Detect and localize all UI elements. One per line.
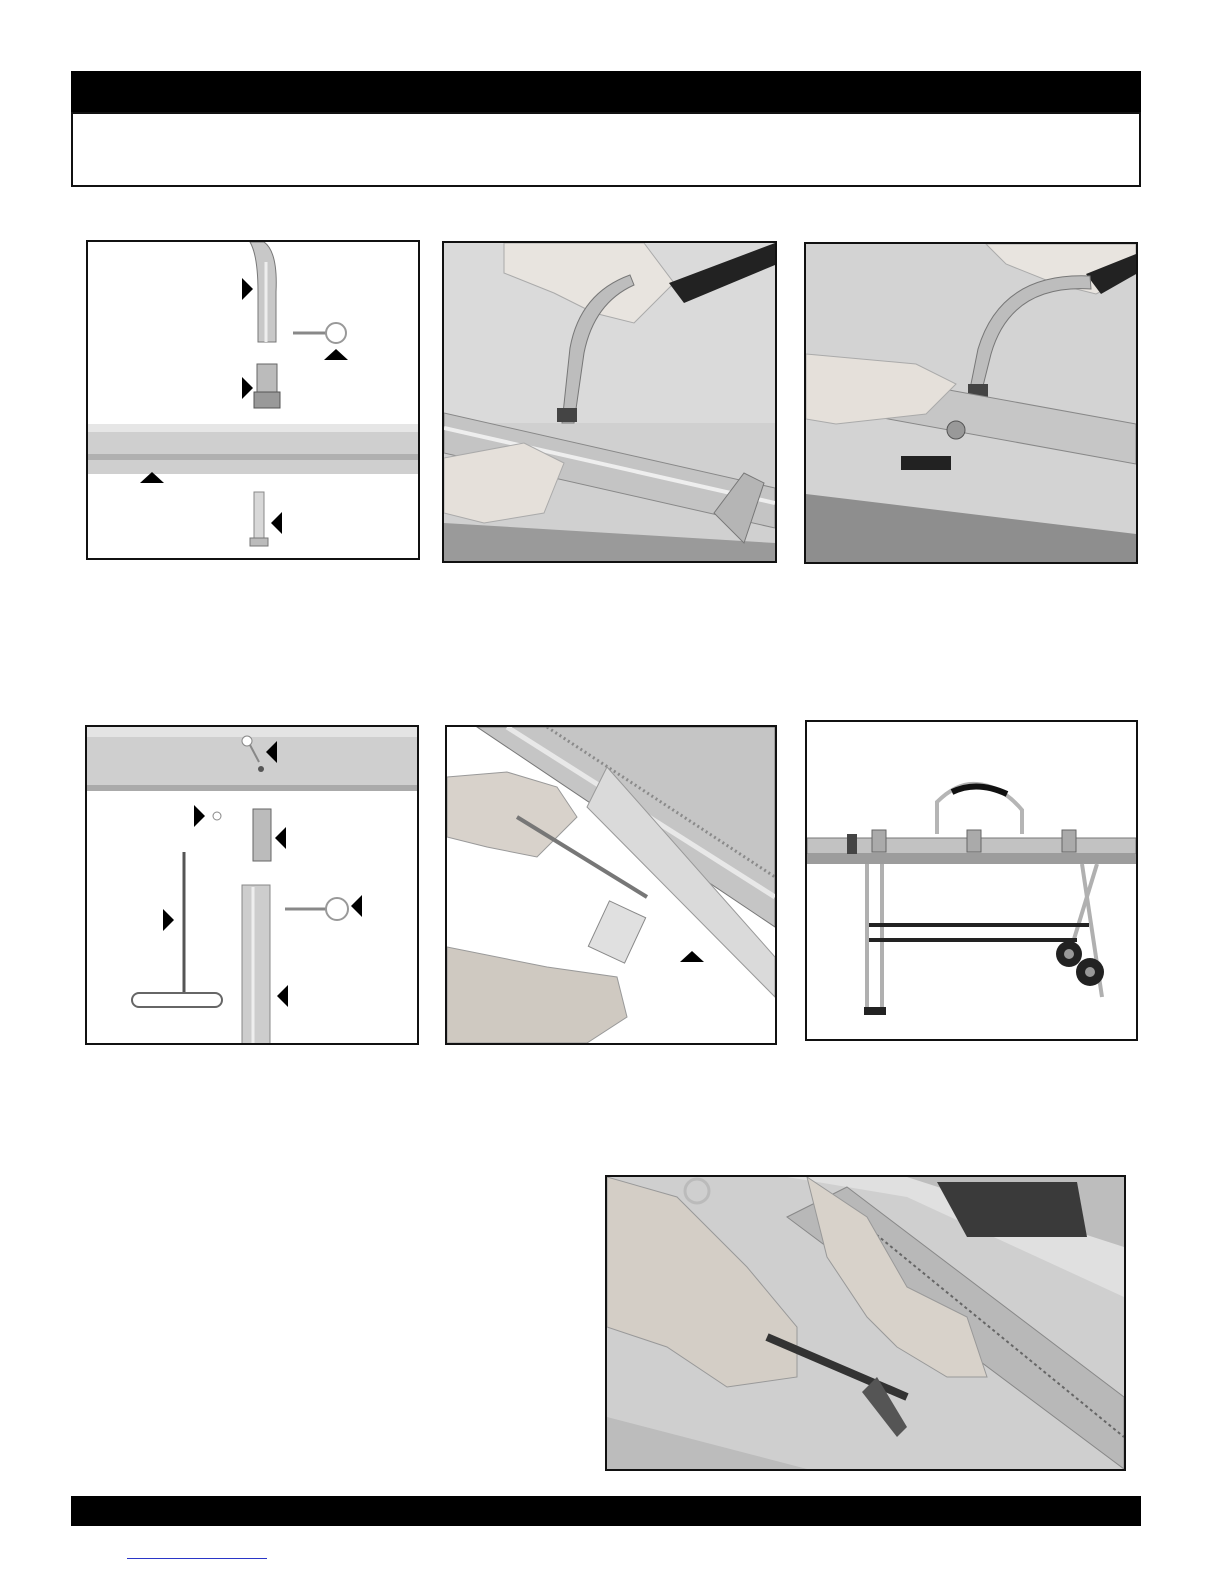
figure-leg-attach [445,725,777,1045]
figure-handle-parts [86,240,420,560]
arrow-up-icon [140,472,164,483]
figure-leg-parts [85,725,419,1045]
arrow-right-icon [242,278,253,300]
arrow-right-icon [194,805,205,827]
header-title [71,81,83,103]
arrow-right-icon [242,377,253,399]
footer-text [71,1503,83,1519]
footer-bar [71,1496,1141,1526]
figure-handle-insert [442,241,777,563]
figure-assembled-stand [805,720,1138,1041]
arrow-up-icon [324,349,348,360]
arrow-left-icon [275,827,286,849]
figure-handle-secure [804,242,1138,564]
arrow-left-icon [266,741,277,763]
arrow-right-icon [163,909,174,931]
arrow-up-icon [680,951,704,962]
arrow-left-icon [271,512,282,534]
header-box [71,112,1141,187]
link-underline[interactable] [127,1558,267,1559]
arrow-left-icon [277,985,288,1007]
header-subtitle [73,114,1139,130]
arrow-left-icon [351,895,362,917]
header-bar [71,71,1141,114]
figure-tool-adjust [605,1175,1126,1471]
